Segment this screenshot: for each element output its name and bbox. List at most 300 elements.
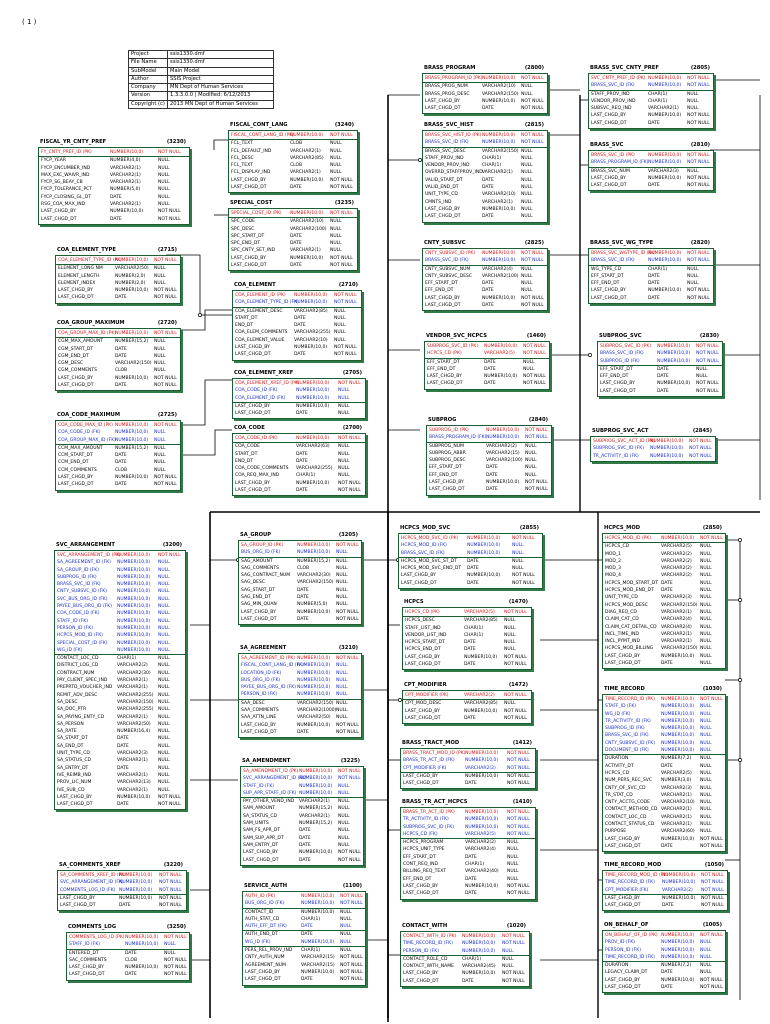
column-type: DATE [484, 366, 496, 372]
column-type: NUMBER(10,0) [661, 733, 695, 739]
column-nullability: NOT NULL [507, 765, 530, 771]
table-cnty-subsvc[interactable] [422, 238, 548, 311]
column-nullability: NOT NULL [504, 715, 527, 721]
column-row [603, 932, 725, 939]
column-nullability: NULL [504, 701, 516, 707]
column-name: PAY_OTHER_VEND_IND [243, 799, 295, 805]
column-row [603, 718, 725, 725]
column-nullability: NULL [158, 772, 170, 778]
info-key: Project [129, 51, 168, 59]
column-name: SPC_CODE [231, 219, 255, 225]
table-coa-code-maximum[interactable] [55, 410, 181, 491]
column-name: COMMENTS_LOG_ID (FK) [60, 887, 116, 893]
column-nullability: NULL [338, 828, 350, 834]
column-name: SPC_END_DT [231, 241, 261, 247]
column-type: NUMBER(10,0) [117, 618, 151, 624]
column-row [423, 82, 547, 90]
table-cpt-modifier[interactable] [402, 680, 532, 724]
table-number: (1050) [704, 861, 724, 868]
column-row [423, 147, 547, 155]
table-title [55, 410, 181, 420]
column-row [603, 792, 725, 799]
column-name: SPC_START_DT [231, 233, 265, 239]
table-columns [422, 73, 548, 114]
column-name: FCL_DESC [231, 155, 254, 161]
column-nullability: NULL [158, 758, 170, 764]
table-columns [426, 425, 552, 496]
table-subprog-svc[interactable] [597, 331, 723, 397]
column-name: PROV_LIC_NUM [57, 780, 92, 786]
column-name: EFF_END_DT [427, 366, 456, 372]
column-nullability: NOT NULL [504, 610, 527, 615]
table-contact-with[interactable] [400, 921, 530, 987]
column-name: COA_REQ_MAX_IND [235, 473, 280, 479]
table-svc-arrangement[interactable] [54, 540, 186, 810]
column-type: NUMBER(10,0) [110, 209, 144, 215]
column-nullability: NOT NULL [154, 383, 177, 389]
column-type: DATE [115, 383, 127, 389]
table-hcpcs-mod-svc[interactable] [398, 523, 543, 589]
column-type: CHAR(1) [482, 163, 502, 169]
column-nullability: NOT NULL [154, 423, 177, 428]
column-type: VARCHAR2(1) [290, 170, 321, 176]
column-row [598, 373, 722, 380]
table-number: (2720) [157, 319, 177, 326]
column-nullability: NOT NULL [687, 258, 710, 264]
column-row [423, 257, 547, 264]
table-coa-code[interactable] [232, 423, 366, 496]
column-name: PURPOSE [605, 829, 627, 835]
column-nullability: NULL [158, 663, 170, 669]
column-name: UNIT_TYPE_CD [425, 192, 458, 198]
table-number: (1410) [512, 798, 532, 805]
column-name: LAST_CHGD_BY [425, 295, 460, 301]
column-row [233, 344, 361, 351]
column-nullability: NULL [700, 954, 712, 960]
column-nullability: NOT NULL [700, 985, 723, 991]
table-number: (2715) [157, 246, 177, 253]
column-type: NUMBER(10,0) [650, 453, 684, 459]
column-type: DATE [301, 932, 313, 938]
column-nullability: NOT NULL [340, 894, 363, 899]
column-type: VARCHAR2(1) [110, 202, 141, 208]
table-sa-group[interactable] [238, 530, 362, 625]
column-nullability: NULL [158, 165, 170, 171]
column-nullability: NOT NULL [330, 177, 353, 183]
column-row [603, 594, 725, 601]
column-name: WG_ID (FK) [57, 647, 83, 653]
column-name: LAST_CHGD_BY [405, 654, 440, 660]
column-nullability: NULL [336, 580, 348, 586]
column-nullability: NULL [700, 807, 712, 813]
column-nullability: NULL [521, 84, 533, 90]
table-brass-svc-wg-type[interactable] [588, 238, 714, 304]
column-row [423, 280, 547, 287]
column-type: CLOB [115, 467, 128, 473]
column-name: LAST_CHGD_DT [605, 903, 641, 909]
column-name: LEGACY_CLAIM_DT [605, 970, 648, 976]
column-name: LOCATION_ID (FK) [241, 670, 282, 676]
column-row [401, 757, 535, 764]
column-type: VARCHAR2(1) [648, 106, 679, 112]
column-name: LAST_CHGD_DT [600, 388, 636, 394]
column-name: CONTACT_LOC_CD [57, 656, 99, 662]
column-nullability: NOT NULL [521, 295, 544, 301]
column-type: NUMBER(10,0) [297, 722, 331, 728]
column-name: CNTY_OF_SVC_CD [605, 785, 646, 791]
table-fiscal-yr-cnty-pref[interactable] [38, 137, 190, 225]
column-type: VARCHAR2(1) [661, 792, 692, 798]
column-name: CCM_START_DT [58, 453, 93, 459]
table-sa-amendment[interactable] [240, 756, 364, 866]
table-coa-element-type[interactable] [55, 245, 181, 304]
table-coa-group-maximum[interactable] [55, 318, 181, 391]
column-type: NUMBER(10,0) [648, 76, 682, 81]
column-type: NUMBER(10,0) [301, 909, 335, 915]
column-nullability: NULL [504, 625, 516, 631]
column-type: VARCHAR2(15) [486, 450, 520, 456]
table-sa-agreement[interactable] [238, 643, 362, 738]
column-row [243, 976, 365, 983]
table-columns [54, 550, 186, 810]
column-type: NUMBER(10,0) [125, 935, 159, 940]
column-name: TIME_RECORD_ID (FK) [605, 954, 655, 960]
table-title [228, 120, 358, 130]
column-row [239, 691, 361, 698]
column-nullability: NULL [154, 445, 166, 451]
column-type: VARCHAR2(150) [117, 699, 154, 705]
column-type: DATE [115, 460, 127, 466]
column-type: VARCHAR2(10) [482, 192, 516, 198]
column-name: SAA_ATTN_LINE [241, 715, 277, 721]
table-name: CPT_MODIFIER [404, 681, 447, 688]
column-type: DATE [115, 353, 127, 359]
column-row [425, 358, 549, 366]
column-type: DATE [464, 662, 476, 668]
column-type: NUMBER(10,0) [662, 873, 696, 878]
column-row [603, 725, 725, 732]
column-name: FISCAL_CONT_LANG_ID (FK) [241, 663, 304, 669]
column-type: VARCHAR2(85) [294, 308, 328, 314]
column-name: TR_ACTIVITY_ID (FK) [593, 453, 639, 459]
column-type: VARCHAR2(150) [482, 148, 519, 154]
table-columns [588, 248, 714, 304]
column-row [401, 846, 535, 853]
table-columns [400, 931, 530, 987]
column-type: NUMBER(10,0) [657, 344, 691, 349]
table-subprog[interactable] [426, 415, 552, 496]
column-nullability: NULL [700, 940, 712, 946]
column-nullability: NOT NULL [164, 965, 187, 971]
column-nullability: NULL [521, 91, 533, 97]
table-sa-comments-xref[interactable] [57, 860, 187, 911]
table-name: ON_BEHALF_OF [604, 921, 649, 928]
column-nullability: NULL [700, 551, 712, 557]
column-name: CGM_MAX_AMOUNT [58, 339, 103, 345]
table-subprog-svc-act[interactable] [590, 426, 716, 462]
column-row [55, 714, 185, 721]
column-name: STAFF_ID (FK) [69, 942, 101, 948]
column-row [56, 474, 180, 481]
column-nullability: NULL [158, 625, 170, 631]
column-type: NUMBER(10,0) [115, 423, 149, 428]
column-name: BUS_ORG_ID (FK) [241, 550, 281, 556]
table-brass-svc-hist[interactable] [422, 120, 548, 223]
column-type: NUMBER(10,0) [117, 611, 151, 617]
column-nullability: NULL [521, 148, 533, 154]
table-on-behalf-of[interactable] [602, 920, 726, 993]
table-hcpcs[interactable] [402, 597, 532, 670]
column-type: DATE [115, 295, 127, 301]
column-name: BRASS_SVC_ID (FK) [57, 582, 101, 588]
table-number: (1472) [508, 681, 528, 688]
column-row [56, 273, 180, 280]
column-row [56, 287, 180, 294]
column-nullability: NULL [158, 656, 170, 662]
table-fiscal-cont-lang[interactable] [228, 120, 358, 193]
column-nullability: NOT NULL [330, 133, 353, 138]
column-name: COA_CODE_ID (FK) [58, 430, 101, 436]
column-type: VARCHAR2(2) [661, 551, 692, 557]
column-type: VARCHAR2(3) [661, 785, 692, 791]
table-service-auth[interactable] [242, 881, 366, 986]
table-title [602, 523, 726, 533]
table-columns [228, 130, 358, 193]
column-name: EFF_START_DT [403, 854, 436, 860]
table-title [602, 920, 726, 930]
column-row [241, 857, 363, 864]
column-name: COA_CODE [235, 444, 260, 450]
column-row [233, 292, 361, 299]
table-columns [597, 341, 723, 397]
column-type: VARCHAR2(5) [484, 351, 515, 357]
column-type: DATE [465, 876, 477, 882]
column-row [55, 772, 185, 779]
table-columns [232, 290, 362, 361]
table-brass-svc[interactable] [588, 140, 714, 191]
column-name: CONTACT_ID [245, 909, 274, 915]
column-name: EFF_END_DT [403, 876, 432, 882]
column-name: FYCP_SG_BEAY_CB [41, 180, 83, 186]
column-nullability: NOT NULL [521, 258, 544, 264]
column-row [603, 638, 725, 645]
column-type: CLOB [290, 163, 303, 169]
column-type: NUMBER(10,0) [648, 160, 682, 166]
column-type: NUMBER(10,0) [661, 740, 695, 746]
column-name: SA_COMMENTS_XREF_ID (PK) [60, 873, 127, 878]
column-nullability: NOT NULL [340, 955, 363, 961]
table-number: (2705) [342, 369, 362, 376]
column-row [403, 708, 531, 715]
column-row [233, 465, 365, 472]
column-row [239, 542, 361, 549]
table-number: (2830) [699, 332, 719, 339]
column-nullability: NULL [158, 743, 170, 749]
column-row [229, 255, 357, 262]
column-name: SAA_COMMENTS [241, 708, 279, 714]
column-name: ACTIVITY_DT [605, 763, 634, 769]
column-row [55, 684, 185, 691]
column-type: DATE [648, 295, 660, 301]
column-row [39, 149, 189, 156]
table-number: (3220) [163, 861, 183, 868]
column-nullability: NOT NULL [502, 941, 525, 947]
column-name: LAST_CHGD_BY [401, 573, 436, 579]
column-type: NUMBER(16,4) [117, 729, 151, 735]
column-nullability: NOT NULL [159, 887, 182, 893]
column-type: VARCHAR2(4) [661, 617, 692, 623]
column-row [603, 660, 725, 667]
column-name: PERS_REL_PROV_IND [245, 948, 293, 954]
column-type: DATE [296, 458, 308, 464]
column-type: NUMBER(15,2) [115, 445, 149, 451]
column-name: SUBPROG_NUM [429, 443, 464, 449]
column-type: CLOB [115, 368, 128, 374]
table-coa-element-xref[interactable] [232, 368, 366, 419]
column-nullability: NULL [700, 602, 712, 608]
column-type: DATE [290, 263, 302, 269]
column-type: NUMBER(4,0) [110, 158, 141, 164]
column-row [603, 969, 725, 976]
column-name: LAST_CHGD_DT [41, 216, 77, 222]
table-name: VENDOR_SVC_HCPCS [426, 332, 487, 339]
column-type: NUMBER(10,0) [119, 887, 153, 893]
column-nullability: NOT NULL [696, 358, 719, 364]
column-row [399, 572, 542, 579]
column-type: DATE [117, 802, 129, 808]
column-nullability: NOT NULL [521, 140, 544, 146]
column-type: NUMBER(7,2) [661, 963, 692, 969]
column-name: LAST_CHGD_BY [403, 883, 438, 889]
column-name: LAST_CHGD_DT [403, 978, 439, 984]
column-type: VARCHAR2(1) [482, 170, 513, 176]
column-row [56, 330, 180, 337]
column-row [67, 971, 189, 978]
column-nullability: NOT NULL [158, 794, 181, 800]
column-name: LAST_CHGD_BY [243, 850, 278, 856]
column-name: FISCAL_CONT_LANG_ID (PK) [231, 133, 294, 138]
column-type: NUMBER(10,0) [294, 300, 328, 306]
column-name: VALID_START_DT [425, 177, 463, 183]
table-title [426, 415, 552, 425]
table-coa-element[interactable] [232, 280, 362, 361]
column-name: SAG_END_DT [241, 595, 271, 601]
column-name: REMIT_ADV_DESC [57, 692, 98, 698]
table-number: (3240) [334, 121, 354, 128]
column-row [423, 295, 547, 302]
column-row [56, 437, 180, 444]
column-row [399, 535, 542, 542]
column-type: NUMBER(10,0) [110, 150, 144, 155]
column-type: VARCHAR2(255) [117, 692, 154, 698]
column-type: DATE [482, 185, 494, 191]
column-type: VARCHAR2(1) [110, 172, 141, 178]
table-brass-tr-act-hcpcs[interactable] [400, 797, 536, 900]
column-type: NUMBER(15,2) [299, 821, 333, 827]
table-columns [402, 607, 532, 670]
column-name: CNTY_SUBSVC_NUM [425, 266, 471, 272]
column-type: NUMBER(10,0) [465, 751, 499, 756]
column-nullability: NOT NULL [504, 662, 527, 668]
column-name: CGM_END_DT [58, 353, 89, 359]
table-name: COA_ELEMENT [234, 281, 276, 288]
column-row [425, 350, 549, 357]
column-nullability: NULL [158, 618, 170, 624]
column-name: BRASS_SVC_HIST_ID (PK) [425, 133, 482, 138]
column-nullability: NULL [334, 337, 346, 343]
table-time-record-mod[interactable] [602, 860, 728, 911]
column-nullability: NULL [507, 876, 519, 882]
table-title [402, 680, 532, 690]
column-row [233, 410, 365, 417]
column-nullability: NOT NULL [521, 98, 544, 104]
table-comments-log[interactable] [66, 922, 190, 981]
column-row [233, 402, 365, 410]
column-name: SPC_DESC [231, 226, 255, 232]
column-type: CHAR(1) [301, 916, 321, 922]
column-type: NUMBER(10,0) [465, 773, 499, 779]
column-row [423, 265, 547, 273]
column-nullability: NULL [154, 280, 166, 286]
table-brass-svc-cnty-pref[interactable] [588, 63, 714, 129]
column-type: VARCHAR2(10) [482, 84, 516, 90]
column-name: BRASS_SVC_DESC [425, 148, 466, 154]
table-brass-program[interactable] [422, 63, 548, 114]
column-name: SAG_AMOUNT [241, 558, 273, 564]
table-hcpcs-mod[interactable] [602, 523, 726, 669]
table-special-cost[interactable] [228, 198, 358, 271]
column-row [423, 91, 547, 98]
column-name: WG_ID (FK) [245, 939, 271, 945]
column-nullability: NULL [158, 596, 170, 602]
column-row [229, 226, 357, 233]
column-row [598, 365, 722, 373]
column-row [55, 801, 185, 808]
column-type: NUMBER(10,0) [648, 83, 682, 89]
column-type: VARCHAR2(5) [661, 544, 692, 550]
column-row [241, 842, 363, 849]
column-row [403, 625, 531, 632]
column-type: NUMBER(10,0) [299, 769, 333, 774]
column-type: NUMBER(10,0) [465, 824, 499, 830]
column-name: LAST_CHGD_DT [403, 781, 439, 787]
column-nullability: NULL [330, 241, 342, 247]
column-row [55, 779, 185, 786]
table-time-record[interactable] [602, 684, 726, 852]
column-nullability: NOT NULL [334, 293, 357, 298]
column-row [598, 380, 722, 387]
column-name: HCPCS_CD [605, 544, 630, 550]
table-brass-tract-mod[interactable] [400, 738, 536, 789]
info-key: File Name [129, 59, 168, 67]
table-columns [424, 341, 550, 390]
table-columns [228, 208, 358, 271]
table-vendor-svc-hcpcs[interactable] [424, 331, 550, 390]
column-row [591, 445, 715, 452]
column-type: NUMBER(10,0) [661, 711, 695, 717]
column-type: DATE [648, 120, 660, 126]
column-type: DATE [296, 411, 308, 417]
column-row [603, 551, 725, 558]
column-nullability: NULL [700, 639, 712, 645]
column-nullability: NULL [158, 158, 170, 164]
column-type: NUMBER(10,0) [297, 543, 331, 548]
column-nullability: NULL [521, 214, 533, 220]
table-columns [400, 748, 536, 789]
column-row [241, 768, 363, 775]
column-nullability: NULL [521, 185, 533, 191]
column-type: DATE [290, 233, 302, 239]
